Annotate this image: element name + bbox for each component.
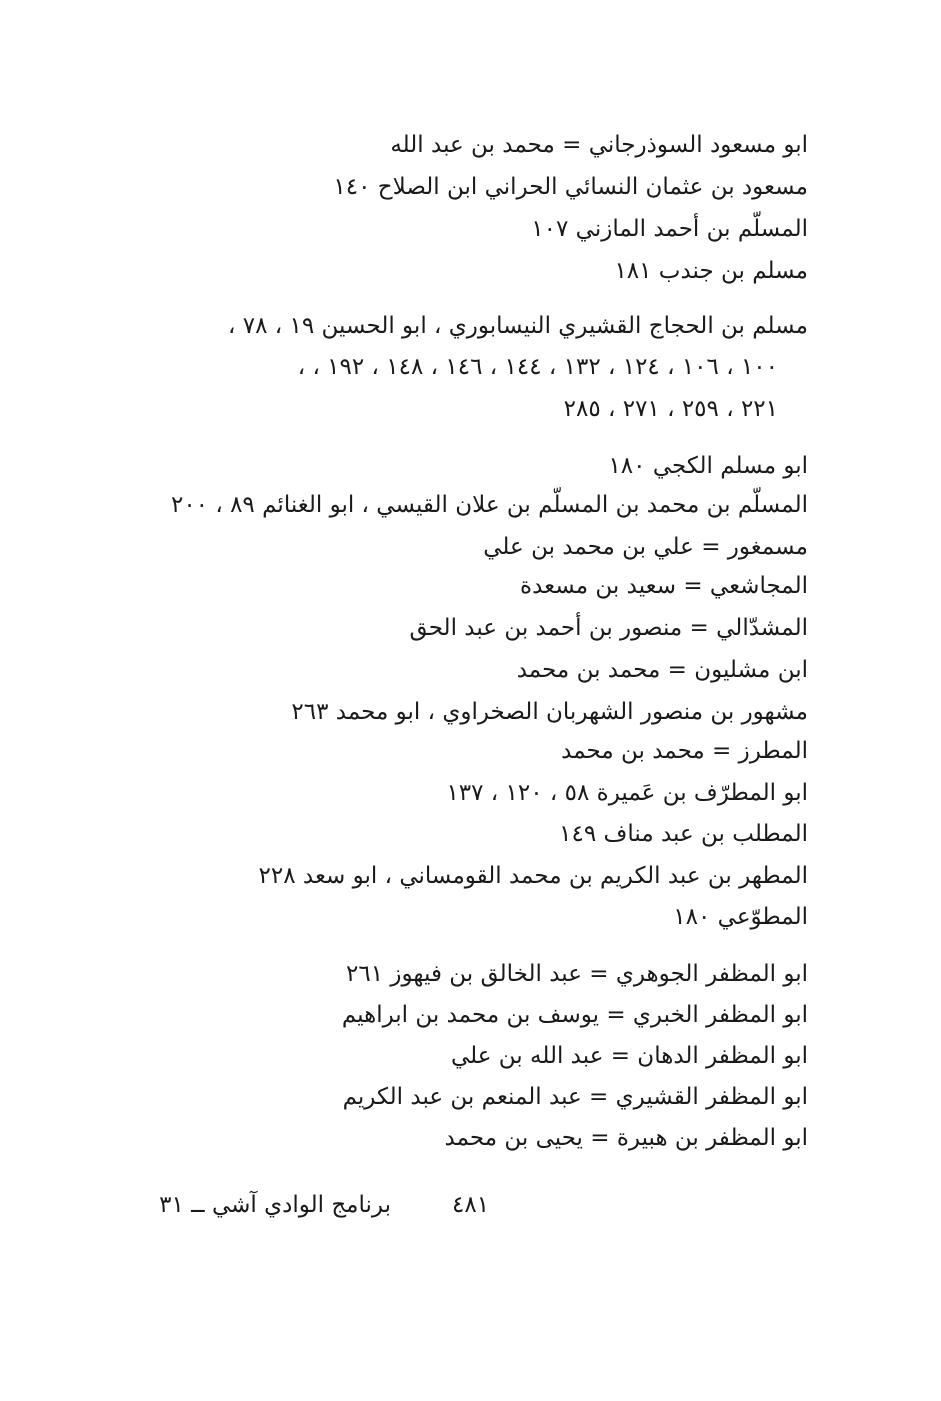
signature-mark: برنامج الوادي آشي ــ ٣١ [159, 1192, 391, 1218]
index-entry: المسلّم بن أحمد المازني ١٠٧ [531, 216, 808, 242]
index-entry-continuation: ١٠٠ ، ١٠٦ ، ١٢٤ ، ١٣٢ ، ١٤٤ ، ١٤٦ ، ١٤٨ ، ١٩٢ ، ، [297, 354, 778, 380]
index-entry: ابو مسلم الكجي ١٨٠ [608, 453, 808, 479]
index-entry: ابن مشليون = محمد بن محمد [516, 657, 808, 683]
index-entry: ابو المظفر الجوهري = عبد الخالق بن فيهوز ٢٦١ [346, 961, 808, 987]
index-entry: المطرز = محمد بن محمد [561, 738, 808, 764]
index-entry: مسمغور = علي بن محمد بن علي [483, 534, 808, 560]
index-entry: المطهر بن عبد الكريم بن محمد القومساني ، ابو سعد ٢٢٨ [258, 863, 808, 889]
index-entry: مشهور بن منصور الشهربان الصخراوي ، ابو محمد ٢٦٣ [291, 699, 808, 725]
index-entry: ابو المطرّف بن عَميرة ٥٨ ، ١٢٠ ، ١٣٧ [446, 780, 808, 806]
index-entry: ابو مسعود السوذرجاني = محمد بن عبد الله [390, 132, 808, 158]
index-entry: مسلم بن الحجاج القشيري النيسابوري ، ابو الحسين ١٩ ، ٧٨ ، [227, 313, 808, 339]
page-number: ٤٨١ [452, 1192, 490, 1218]
index-entry: مسعود بن عثمان النسائي الحراني ابن الصلاح ١٤٠ [333, 174, 808, 200]
index-entry: المطوّعي ١٨٠ [673, 904, 808, 930]
index-entry: المطلب بن عبد مناف ١٤٩ [559, 821, 808, 847]
index-entry-continuation: ٢٢١ ، ٢٥٩ ، ٢٧١ ، ٢٨٥ [563, 396, 778, 422]
index-entry: ابو المظفر بن هبيرة = يحيى بن محمد [444, 1125, 808, 1151]
index-entry: ابو المظفر الخبري = يوسف بن محمد بن ابراهيم [341, 1002, 808, 1028]
index-entry: ابو المظفر الدهان = عبد الله بن علي [450, 1043, 808, 1069]
index-entry: ابو المظفر القشيري = عبد المنعم بن عبد الكريم [342, 1084, 808, 1110]
index-entry: مسلم بن جندب ١٨١ [614, 258, 808, 284]
index-entry: المسلّم بن محمد بن المسلّم بن علان القيسي ، ابو الغنائم ٨٩ ، ٢٠٠ [170, 492, 808, 518]
index-entry: المشدّالي = منصور بن أحمد بن عبد الحق [409, 615, 808, 641]
index-entry: المجاشعي = سعيد بن مسعدة [520, 573, 808, 599]
